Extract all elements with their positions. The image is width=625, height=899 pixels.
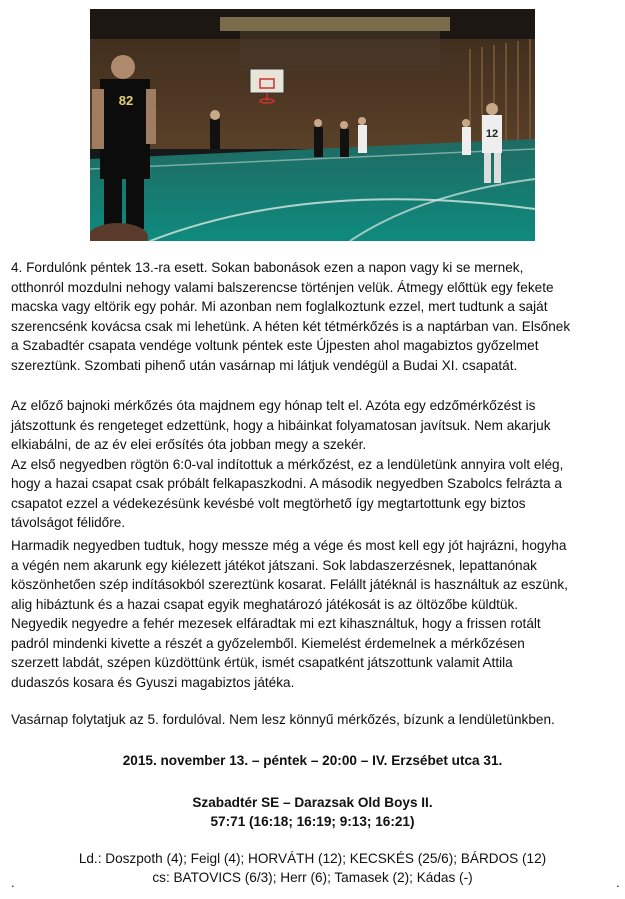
jersey-number-right: 12 xyxy=(485,128,499,140)
text-line: macska vagy eltörik egy pohár. Mi azonban nem foglalkoztunk ezzel, mert tudtunk a saját xyxy=(11,299,548,314)
text-line: Az előző bajnoki mérkőzés óta majdnem egy hónap telt el. Azóta egy edzőmérkőzést is xyxy=(11,398,536,413)
text-line: Az első negyedben rögtön 6:0-val indítottuk a mérkőzést, ez a lendületünk annyira volt elég, xyxy=(11,456,564,472)
text-line: otthonról mozdulni nehogy valami balszerencse történjen velük. Átmegy előttük egy fekete xyxy=(11,279,554,295)
text-line: elkiabálni, de az év elei erősítés óta jobban megy a szekér. xyxy=(11,437,367,452)
text-line: a Szabadtér csapata vendége voltunk péntek este Újpesten ahol magabiztos győzelmet xyxy=(11,338,539,353)
text-line: köszönhetően szép indításokból szereztünk kosarat. Felállt játéknál is használtuk az eszünk, xyxy=(11,577,568,592)
lineup-starting: Ld.: Doszpoth (4); Feigl (4); HORVÁTH (12); KECSKÉS (25/6); BÁRDOS (12) xyxy=(78,851,547,866)
match-teams: Szabadtér SE – Darazsak Old Boys II. xyxy=(192,795,433,810)
basketball-court-scene xyxy=(90,9,535,241)
article-photo xyxy=(90,9,535,241)
paragraph-4 xyxy=(11,710,617,730)
paragraph-3 xyxy=(11,536,617,692)
text-line: csapatot ezzel a védekezésünk kevésbé volt megtörhető így megtartottunk egy biztos xyxy=(11,495,526,511)
text-line: játszottunk és rengeteget edzettünk, hogy a hibáinkat folyamatosan javítsuk. Nem akarjuk xyxy=(11,417,551,433)
match-score: 57:71 (16:18; 16:19; 9:13; 16:21) xyxy=(210,814,415,829)
text-line: Vasárnap folytatjuk az 5. fordulóval. Nem lesz könnyű mérkőzés, bízunk a lendületünkben. xyxy=(11,712,555,727)
text-line: szereztünk. Szombati pihenő után vasárnap mi látjuk vendégül a Budai XI. csapatát. xyxy=(11,357,518,373)
text-line: padról mindenki kivette a részét a győzelemből. Kiemelést érdemelnek a mérkőzésen xyxy=(11,635,525,651)
text-line: 4. Fordulónk péntek 13.-ra esett. Sokan babonások ezen a napon vagy ki se mernek, xyxy=(11,260,524,275)
paragraph-1 xyxy=(11,258,617,375)
corner-dot-right: . xyxy=(616,875,620,890)
text-line: dudaszós kosara és Gyuszi magabiztos játéka. xyxy=(11,674,295,690)
jersey-number-left: 82 xyxy=(118,93,134,108)
text-line: szerzett labdát, szépen küzdöttünk értük, ismét csapatként játszottunk valamit Attila xyxy=(11,655,513,670)
lineup-bench: cs: BATOVICS (6/3); Herr (6); Tamasek (2); Kádas (-) xyxy=(152,870,473,885)
text-line: a végén nem akarunk egy kiélezett játékot játszani. Sok labdaszerzésnek, lepattanónak xyxy=(11,557,537,573)
text-line: hogy a hazai csapat csak próbált felkapaszkodni. A második negyedben Szabolcs felrázta a xyxy=(11,476,562,491)
corner-dot-left: . xyxy=(11,875,15,890)
text-line: Harmadik negyedben tudtuk, hogy messze még a vége és most kell egy jót hajrázni, hogyha xyxy=(11,538,567,553)
text-line: alig hibáztunk és a hazai csapat egyik meghatározó játékosát is az öltözőbe küldtük. xyxy=(11,596,519,612)
text-line: szerencsénk kovácsa csak mi lehetünk. A héten két tétmérkőzés is a naptárban van. Elsőnek xyxy=(11,318,571,334)
text-line: távolságot félidőre. xyxy=(11,515,126,530)
text-line: Negyedik negyedre a fehér mezesek elfáradtak mi ezt kihasználtuk, hogy a frissen rotált xyxy=(11,616,541,631)
paragraph-2 xyxy=(11,396,617,533)
match-info: 2015. november 13. – péntek – 20:00 – IV. Erzsébet utca 31. xyxy=(122,753,503,768)
